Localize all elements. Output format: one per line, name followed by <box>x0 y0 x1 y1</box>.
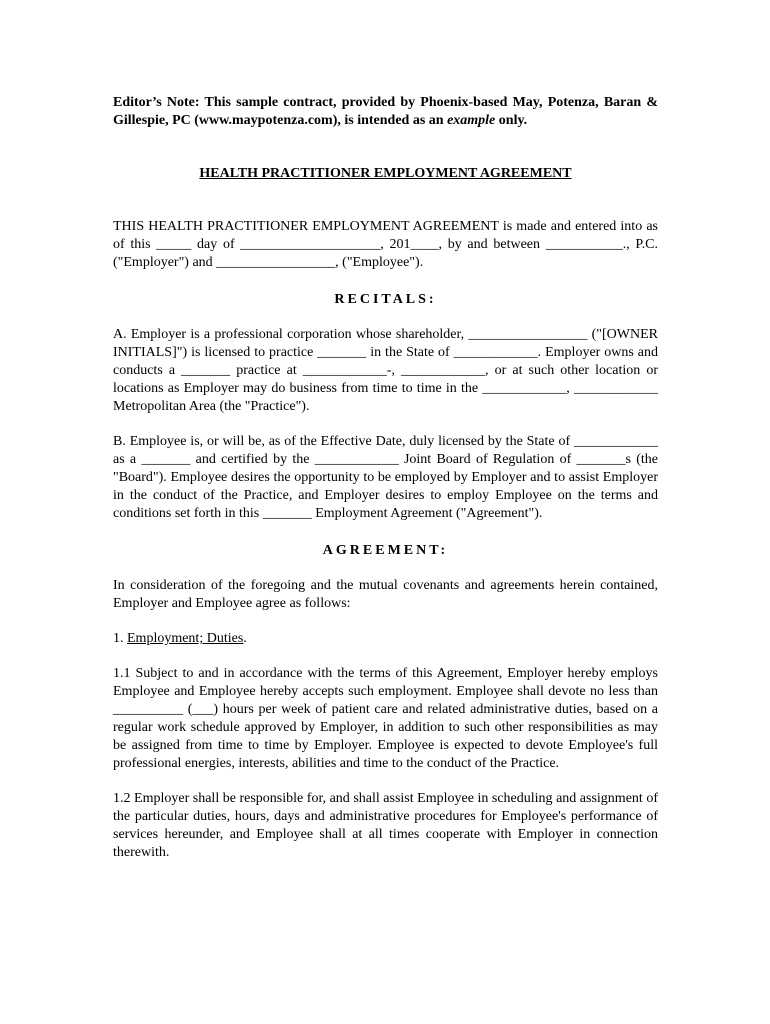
recitals-heading: RECITALS: <box>334 292 437 307</box>
editor-note-lead: Editor’s Note: This sample contract, provided by Phoenix-based May, Potenza, Baran & Gillespie, PC (www.maypotenza.com), is intended as an <box>113 95 658 128</box>
agreement-intro-paragraph: In consideration of the foregoing and the mutual covenants and agreements herein contained, Employer and Employee agree as follows: <box>113 578 658 611</box>
section-1-title: Employment; Duties <box>127 631 244 646</box>
section-1-2-paragraph: 1.2 Employer shall be responsible for, and shall assist Employee in scheduling and assignment of the particular duties, hours, days and administrative procedures for Employee's performance of services hereunder, and Employee shall at all times cooperate with Employer in connection therewith. <box>113 791 658 860</box>
document-body <box>113 94 658 862</box>
section-1-heading <box>113 630 658 648</box>
recital-a-paragraph: A. Employer is a professional corporation whose shareholder, _________________ ("[OWNER INITIALS]") is licensed to practice _______ in the State of ____________. Employer owns and conducts a _______ practice at ____________-, ____________, or at such other location or locations as Employer may do business from time to time in the ____________, ____________ Metropolitan Area (the "Practice"). <box>113 327 658 414</box>
section-1-1-paragraph: 1.1 Subject to and in accordance with the terms of this Agreement, Employer hereby employs Employee and Employee hereby accepts such employment. Employee shall devote no less than __________ (___) hours per week of patient care and related administrative duties, based on a regular work schedule approved by Employer, in addition to such other responsibilities as may be assigned from time to time by Employer. Employee is expected to devote Employee's full professional energies, interests, abilities and time to the conduct of the Practice. <box>113 666 658 771</box>
section-1-period: . <box>243 631 247 646</box>
editor-note-emphasis: example <box>447 113 496 128</box>
document-title: HEALTH PRACTITIONER EMPLOYMENT AGREEMENT <box>199 166 572 181</box>
recital-b-paragraph: B. Employee is, or will be, as of the Effective Date, duly licensed by the State of ____________ as a _______ and certified by the ____________ Joint Board of Regulation of _______s (the "Board"). Employee desires the opportunity to be employed by Employer and to assist Employer in the conduct of the Practice, and Employer desires to employ Employee on the terms and conditions set forth in this _______ Employment Agreement ("Agreement"). <box>113 434 658 521</box>
intro-paragraph: THIS HEALTH PRACTITIONER EMPLOYMENT AGREEMENT is made and entered into as of this _____ day of ____________________, 201____, by and between ___________., P.C. ("Employer") and _________________, ("Employee"). <box>113 219 658 270</box>
agreement-heading: AGREEMENT: <box>322 543 449 558</box>
editor-note-tail: only. <box>495 113 528 128</box>
editor-note <box>113 94 658 130</box>
section-1-number: 1. <box>113 631 127 646</box>
